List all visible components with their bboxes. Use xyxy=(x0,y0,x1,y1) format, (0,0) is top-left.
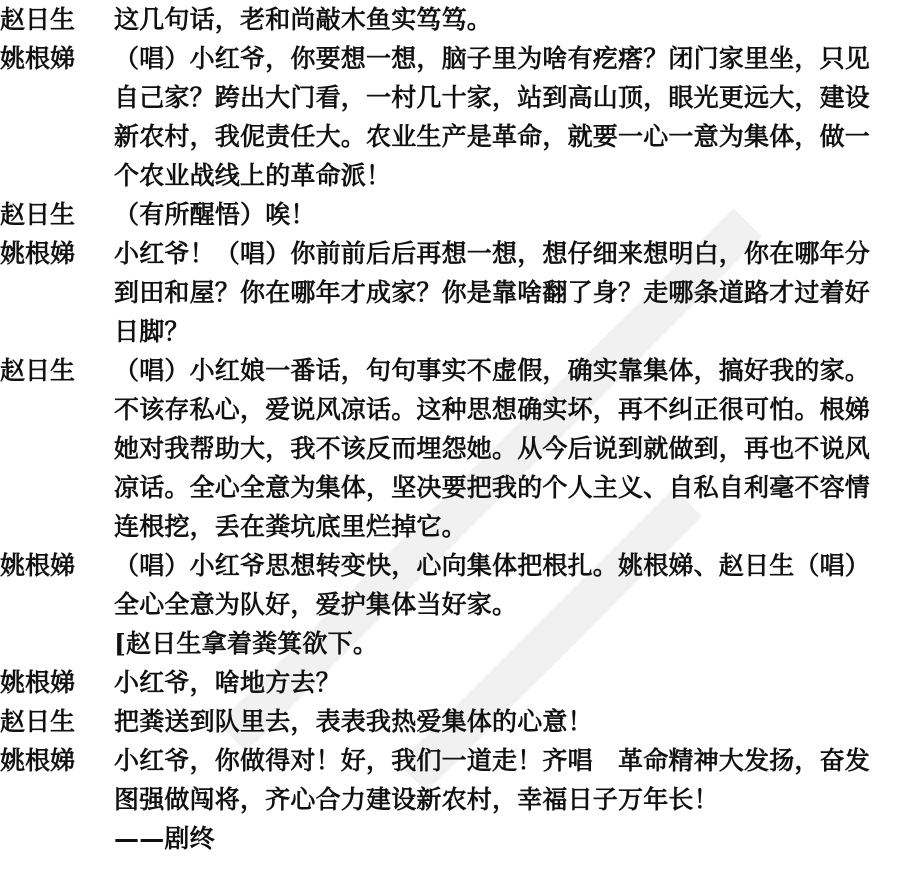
stage-direction-text: [赵日生拿着粪箕欲下。 xyxy=(114,629,379,658)
speaker-name: 姚根娣 xyxy=(0,239,76,268)
dialogue-text: （唱）小红娘一番话，句句事实不虚假，确实靠集体，搞好我的家。不该存私心，爱说风凉话。这种思想确实坏，再不纠正很可怕。根娣她对我帮助大，我不该反而埋怨她。从今后说到就做到，再也不说风凉话。全心全意为集体，坚决要把我的个人主义、自私自利毫不容情连根挖，丢在粪坑底里烂掉它。 xyxy=(114,356,871,541)
dialogue-text: （唱）小红爷，你要想一想，脑子里为啥有疙瘩？闭门家里坐，只见自己家？跨出大门看，一村几十家，站到高山顶，眼光更远大，建设新农村，我伲责任大。农业生产是革命，就要一心一意为集体，做一个农业战线上的革命派！ xyxy=(114,44,871,190)
speaker-name: 姚根娣 xyxy=(0,668,76,697)
dialogue-line xyxy=(0,546,900,624)
dialogue-line xyxy=(0,0,900,39)
speaker-name: 赵日生 xyxy=(0,5,76,34)
dialogue-line xyxy=(0,234,900,351)
dialogue-line xyxy=(0,702,900,741)
dialogue-line xyxy=(0,195,900,234)
dialogue-text: 这几句话，老和尚敲木鱼实笃笃。 xyxy=(114,5,493,34)
dialogue-line xyxy=(0,351,900,546)
speaker-name: 赵日生 xyxy=(0,707,76,736)
dialogue-text: （唱）小红爷思想转变快，心向集体把根扎。姚根娣、赵日生（唱）全心全意为队好，爱护集体当好家。 xyxy=(114,551,871,619)
speaker-name: 姚根娣 xyxy=(0,746,76,775)
speaker-name: 姚根娣 xyxy=(0,44,76,73)
dialogue-line xyxy=(0,39,900,195)
speaker-name: 赵日生 xyxy=(0,356,76,385)
stage-direction xyxy=(0,624,900,663)
dialogue-line xyxy=(0,741,900,819)
dialogue-text: 把粪送到队里去，表表我热爱集体的心意！ xyxy=(114,707,593,736)
speaker-name: 赵日生 xyxy=(0,200,76,229)
dialogue-text: 小红爷，啥地方去？ xyxy=(114,668,341,697)
script-end-marker xyxy=(0,819,900,858)
dialogue-text: 小红爷！（唱）你前前后后再想一想，想仔细来想明白，你在哪年分到田和屋？你在哪年才成家？你是靠啥翻了身？走哪条道路才过着好日脚？ xyxy=(114,239,871,346)
end-text: ——剧终 xyxy=(114,824,215,853)
dialogue-line xyxy=(0,663,900,702)
speaker-name: 姚根娣 xyxy=(0,551,76,580)
dialogue-text: （有所醒悟）唉！ xyxy=(114,200,316,229)
dialogue-text: 小红爷，你做得对！好，我们一道走！齐唱 革命精神大发扬，奋发图强做闯将，齐心合力建设新农村，幸福日子万年长！ xyxy=(114,746,871,814)
